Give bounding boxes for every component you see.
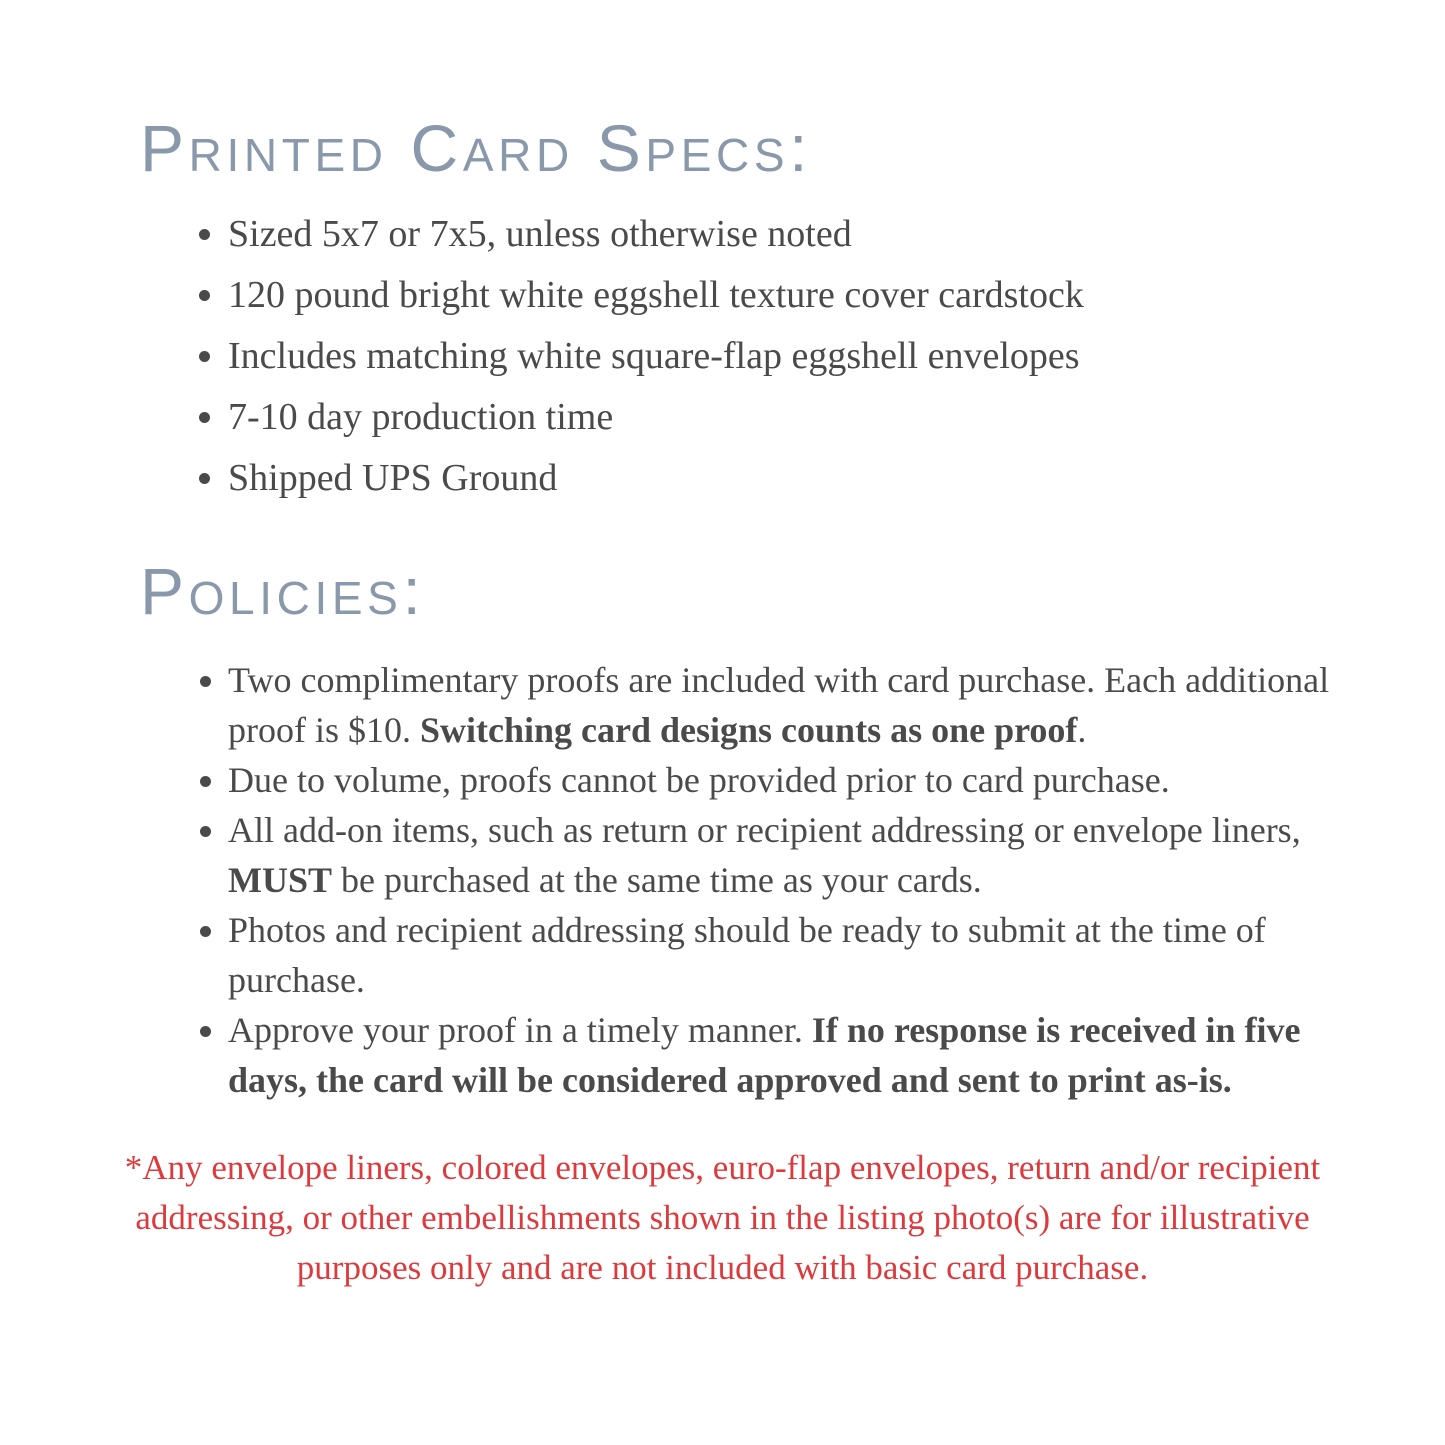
list-item xyxy=(228,395,1330,439)
text-run: 120 pound bright white eggshell texture cover cardstock xyxy=(228,273,1084,316)
bold-text: If no response is received in five days, the card will be considered approved and sent to print as-is. xyxy=(228,1009,1301,1100)
text-run: Two complimentary proofs are included with card purchase. Each additional proof is $10. xyxy=(228,659,1330,750)
list-item xyxy=(228,1005,1330,1105)
list-item xyxy=(228,755,1330,805)
list-item xyxy=(228,805,1330,905)
text-run: Approve your proof in a timely manner. xyxy=(228,1009,812,1050)
list-item xyxy=(228,905,1330,1005)
text-run: Due to volume, proofs cannot be provided prior to card purchase. xyxy=(228,759,1170,800)
text-run: All add-on items, such as return or recipient addressing or envelope liners, xyxy=(228,809,1301,850)
policies-heading: Policies: xyxy=(140,553,426,628)
disclaimer-footnote: *Any envelope liners, colored envelopes, euro-flap envelopes, return and/or recipient addressing, or other embellishments shown in the listing photo(s) are for illustrative purposes only and are not included with basic card purchase. xyxy=(124,1147,1321,1287)
text-run: Shipped UPS Ground xyxy=(228,456,558,499)
text-run: Sized 5x7 or 7x5, unless otherwise noted xyxy=(228,212,852,255)
text-run: be purchased at the same time as your cards. xyxy=(332,859,982,900)
list-item xyxy=(228,334,1330,378)
list-item xyxy=(228,212,1330,256)
policies-list xyxy=(140,655,1330,1105)
specs-list xyxy=(140,212,1330,500)
bold-text: MUST xyxy=(228,859,333,900)
text-run: Includes matching white square-flap eggshell envelopes xyxy=(228,334,1080,377)
text-run: . xyxy=(1077,709,1087,750)
content-area xyxy=(140,112,1330,1105)
printed-card-specs-heading: Printed Card Specs: xyxy=(140,111,813,185)
text-run: Photos and recipient addressing should be ready to submit at the time of purchase. xyxy=(228,909,1266,1000)
text-run: 7-10 day production time xyxy=(228,395,614,438)
list-item xyxy=(228,655,1330,755)
bold-text: Switching card designs counts as one proof xyxy=(420,709,1078,750)
list-item xyxy=(228,273,1330,317)
list-item xyxy=(228,456,1330,500)
